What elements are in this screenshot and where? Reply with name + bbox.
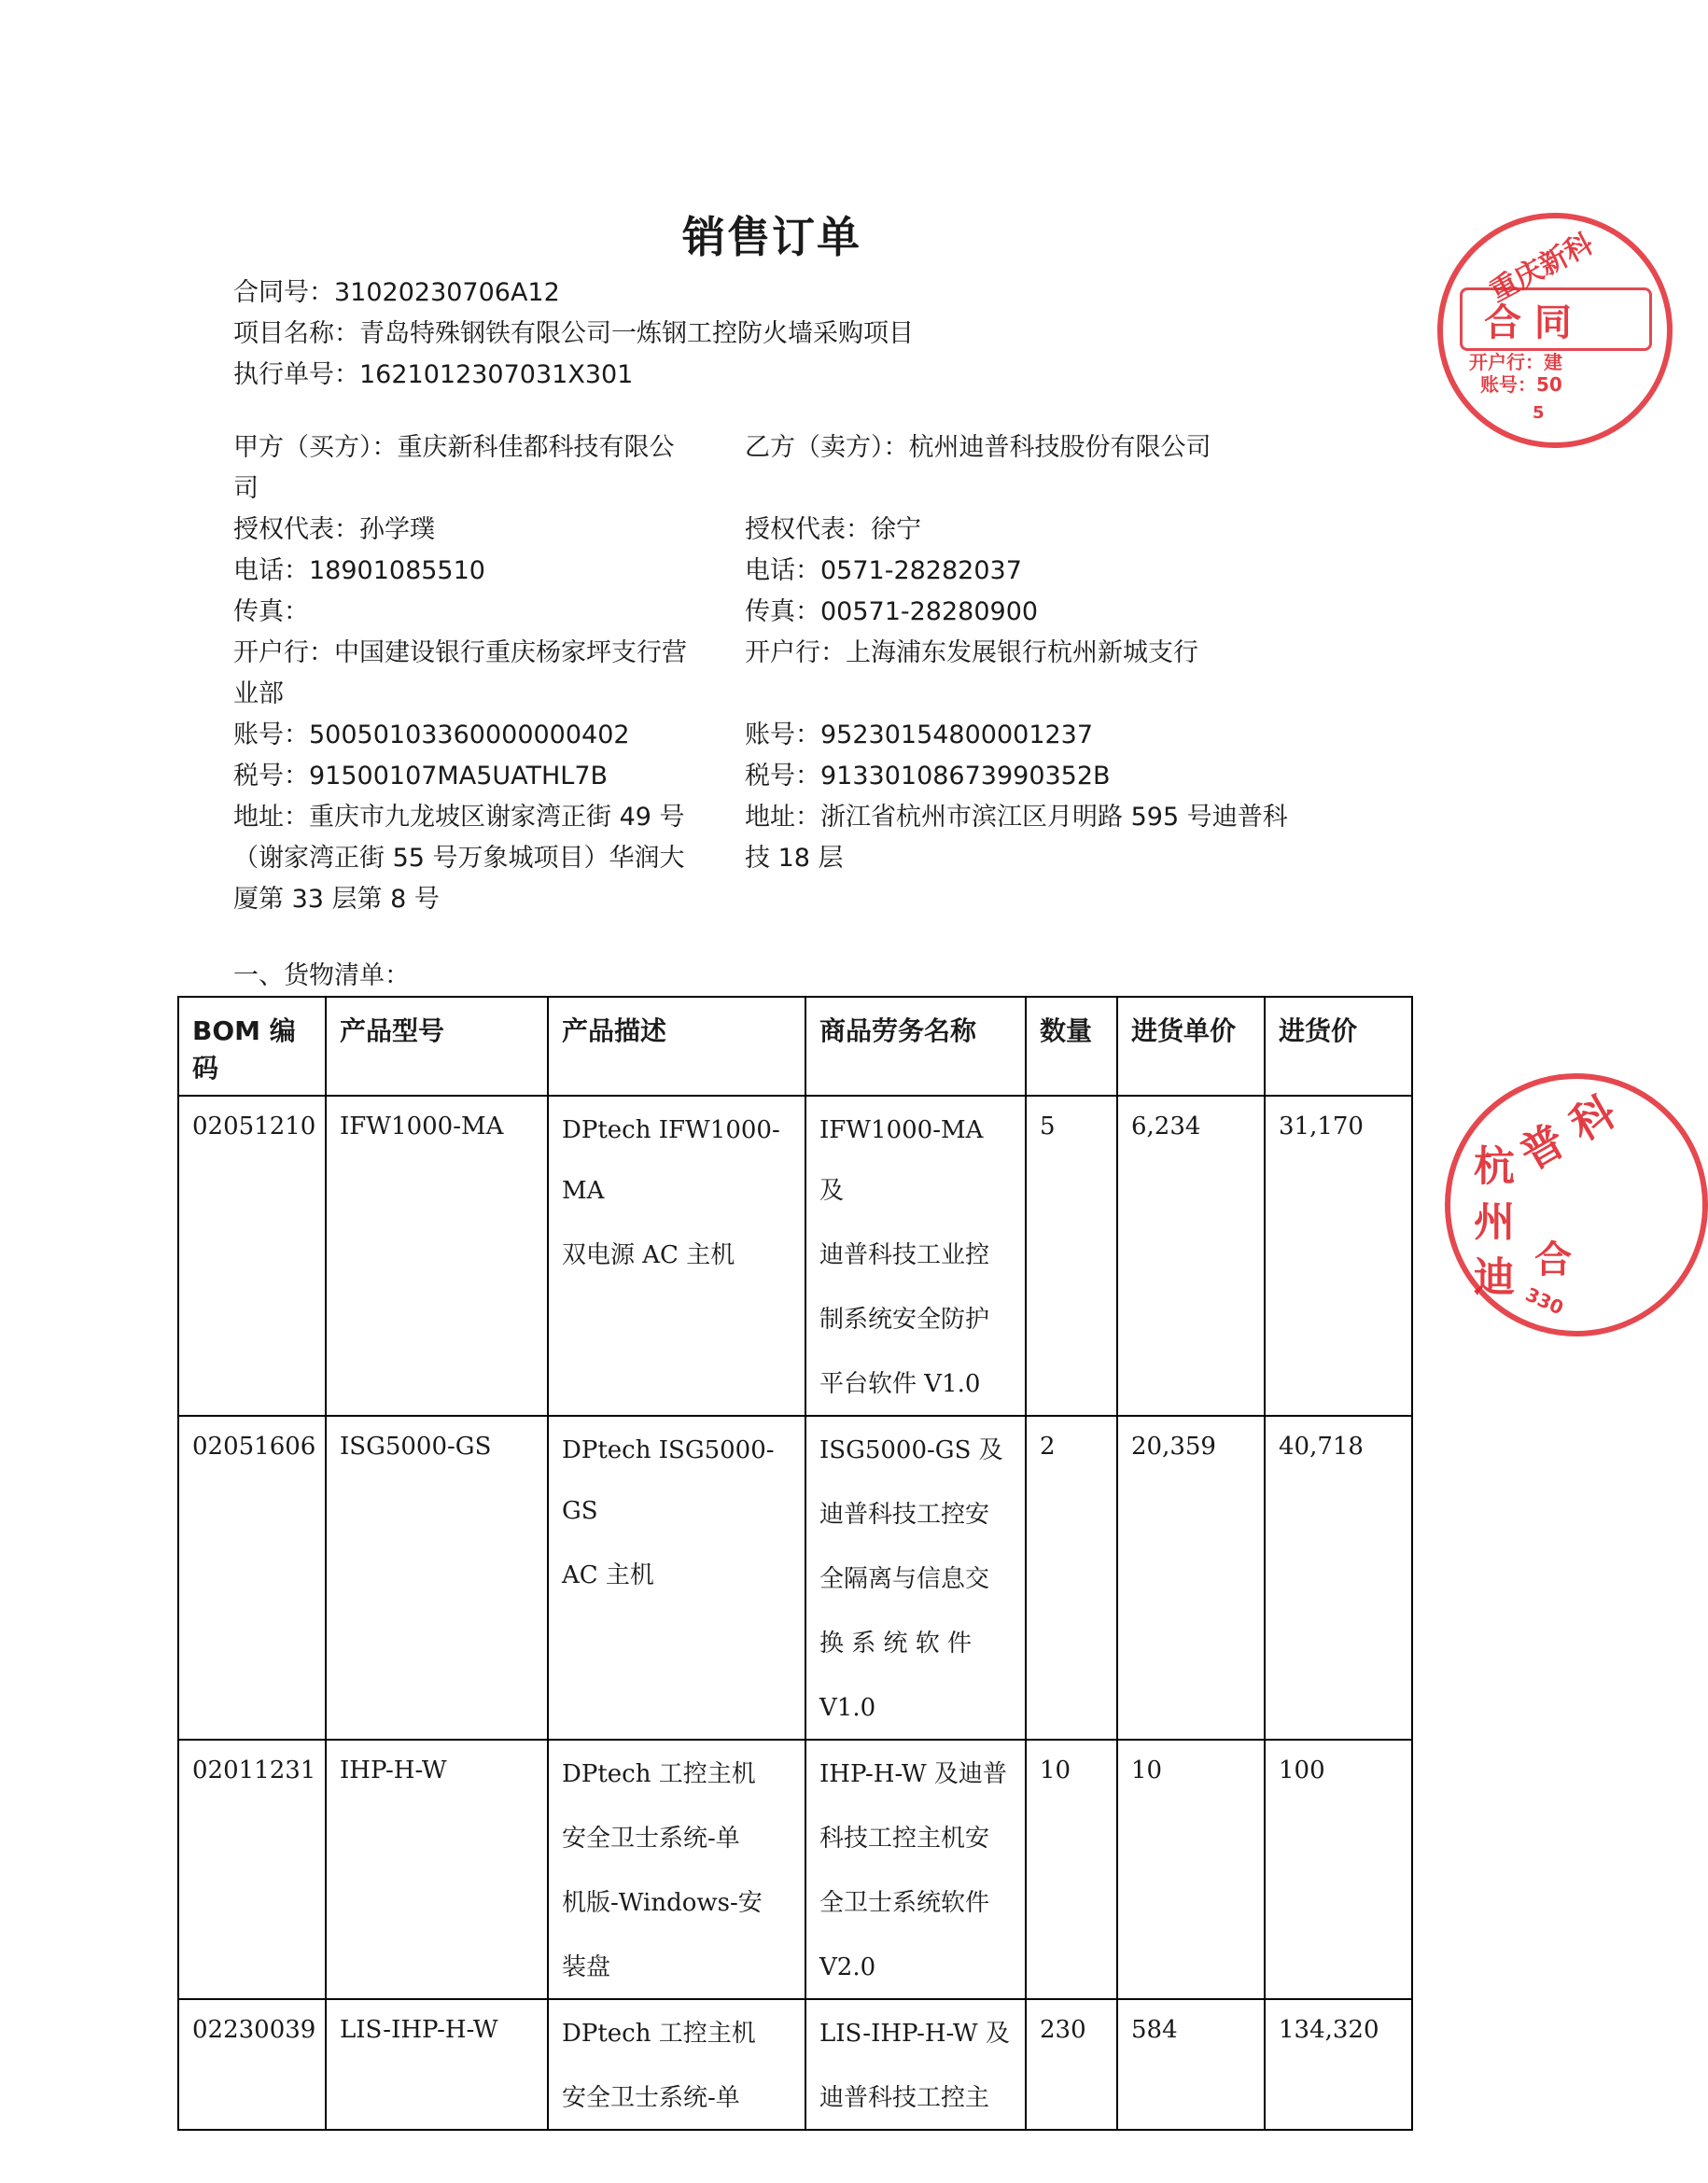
- service-name-cell: [805, 1096, 1026, 1416]
- service-line: 制系统安全防护: [819, 1306, 990, 1334]
- party-a-tax-number: 税号：91500107MA5UATHL7B: [233, 762, 609, 791]
- seal-text: 账号：50: [1480, 373, 1562, 396]
- party-a-bank-cont: 业部: [233, 679, 284, 708]
- bom-code-cell: 02051210: [178, 1096, 326, 1416]
- description-line: DPtech 工控主机: [562, 2020, 756, 2048]
- party-b-bank: 开户行：上海浦东发展银行杭州新城支行: [745, 638, 1198, 667]
- contract-number: 合同号：31020230706A12: [233, 278, 560, 307]
- column-header-model: 产品型号: [326, 997, 548, 1096]
- party-b-name: 乙方（卖方）：杭州迪普科技股份有限公司: [745, 433, 1211, 462]
- description-cell: [548, 1416, 805, 1740]
- party-a-name: 甲方（买方）：重庆新科佳都科技有限公: [233, 433, 675, 462]
- service-name-cell: [805, 1999, 1026, 2130]
- model-cell: LIS-IHP-H-W: [326, 1999, 548, 2130]
- description-line: DPtech 工控主机: [562, 1760, 756, 1788]
- service-name-cell: [805, 1740, 1026, 1999]
- party-b-tax-number: 税号：91330108673990352B: [745, 762, 1111, 791]
- party-a-account: 账号：50050103360000000402: [233, 721, 630, 749]
- table-row: [178, 1999, 1412, 2130]
- company-seal-stamp: [1437, 213, 1673, 448]
- party-b-address: 地址：浙江省杭州市滨江区月明路 595 号迪普科: [745, 803, 1288, 832]
- party-b-block: [745, 427, 1323, 879]
- service-line: 换 系 统 软 件: [819, 1630, 973, 1658]
- bom-code-cell: 02230039: [178, 1999, 326, 2130]
- column-header-description: 产品描述: [548, 997, 805, 1096]
- description-cell: [548, 1999, 805, 2130]
- table-row: [178, 1096, 1412, 1416]
- column-header-total-price: 进货价: [1265, 997, 1412, 1096]
- column-header-quantity: 数量: [1026, 997, 1117, 1096]
- description-cell: [548, 1740, 805, 1999]
- seal-text: 5: [1533, 403, 1545, 423]
- goods-table-header-row: [178, 997, 1412, 1096]
- service-line: V1.0: [819, 1694, 876, 1722]
- description-line: DPtech IFW1000-MA: [562, 1116, 780, 1205]
- seal-text: 普 科: [1511, 1085, 1624, 1180]
- column-header-service-name: 商品劳务名称: [805, 997, 1026, 1096]
- party-a-representative: 授权代表：孙学璞: [233, 515, 435, 544]
- seal-text: 重庆新科: [1484, 227, 1599, 309]
- quantity-cell: 10: [1026, 1740, 1117, 1999]
- service-line: IFW1000-MA 及: [819, 1116, 984, 1205]
- description-line: AC 主机: [562, 1561, 654, 1589]
- description-line: 安全卫士系统-单: [562, 2084, 740, 2112]
- model-cell: ISG5000-GS: [326, 1416, 548, 1740]
- quantity-cell: 2: [1026, 1416, 1117, 1740]
- document-title: 销售订单: [682, 212, 861, 262]
- party-a-address-cont: （谢家湾正街 55 号万象城项目）华润大: [233, 844, 685, 873]
- unit-price-cell: 584: [1117, 1999, 1265, 2130]
- total-price-cell: 31,170: [1265, 1096, 1412, 1416]
- total-price-cell: 40,718: [1265, 1416, 1412, 1740]
- table-row: [178, 1740, 1412, 1999]
- party-a-block: [233, 427, 728, 920]
- column-header-bom: BOM 编码: [178, 997, 326, 1096]
- party-b-fax: 传真：00571-28280900: [745, 597, 1039, 626]
- service-line: 全卫士系统软件: [819, 1889, 990, 1917]
- table-row: [178, 1416, 1412, 1740]
- project-name: 项目名称：青岛特殊钢铁有限公司一炼钢工控防火墙采购项目: [233, 319, 914, 348]
- column-header-unit-price: 进货单价: [1117, 997, 1265, 1096]
- unit-price-cell: 10: [1117, 1740, 1265, 1999]
- execution-number: 执行单号：1621012307031X301: [233, 360, 634, 389]
- seal-text: 杭 州 迪: [1466, 1144, 1514, 1296]
- party-a-fax: 传真：: [233, 597, 309, 626]
- company-seal-stamp: [1445, 1073, 1708, 1336]
- description-cell: [548, 1096, 805, 1416]
- model-cell: IFW1000-MA: [326, 1096, 548, 1416]
- party-b-account: 账号：95230154800001237: [745, 721, 1094, 749]
- party-a-phone: 电话：18901085510: [233, 556, 485, 585]
- description-line: 装盘: [562, 1953, 611, 1981]
- seal-text: 330: [1521, 1282, 1567, 1320]
- description-line: DPtech ISG5000-GS: [562, 1436, 775, 1525]
- party-a-name-cont: 司: [233, 474, 259, 503]
- party-b-phone: 电话：0571-28282037: [745, 556, 1022, 585]
- seal-text: 开户行：建: [1469, 351, 1562, 373]
- description-line: 双电源 AC 主机: [562, 1241, 735, 1269]
- service-line: 迪普科技工控安: [819, 1501, 990, 1529]
- quantity-cell: 5: [1026, 1096, 1117, 1416]
- service-name-cell: [805, 1416, 1026, 1740]
- party-b-address-cont: 技 18 层: [745, 844, 844, 873]
- unit-price-cell: 6,234: [1117, 1096, 1265, 1416]
- service-line: 迪普科技工业控: [819, 1241, 990, 1269]
- goods-table: [177, 996, 1413, 2131]
- unit-price-cell: 20,359: [1117, 1416, 1265, 1740]
- party-a-address-cont: 厦第 33 层第 8 号: [233, 885, 440, 914]
- seal-text: 合 同: [1484, 301, 1572, 344]
- service-line: V2.0: [819, 1953, 876, 1981]
- model-cell: IHP-H-W: [326, 1740, 548, 1999]
- service-line: LIS-IHP-H-W 及: [819, 2020, 1010, 2048]
- service-line: 全隔离与信息交: [819, 1565, 990, 1593]
- service-line: ISG5000-GS 及: [819, 1436, 1003, 1464]
- party-a-address: 地址：重庆市九龙坡区谢家湾正街 49 号: [233, 803, 685, 832]
- service-line: 科技工控主机安: [819, 1825, 990, 1853]
- total-price-cell: 100: [1265, 1740, 1412, 1999]
- party-b-representative: 授权代表：徐宁: [745, 515, 921, 544]
- bom-code-cell: 02051606: [178, 1416, 326, 1740]
- total-price-cell: 134,320: [1265, 1999, 1412, 2130]
- seal-text: 合: [1534, 1238, 1572, 1281]
- goods-section-title: 一、货物清单：: [233, 961, 410, 990]
- quantity-cell: 230: [1026, 1999, 1117, 2130]
- service-line: IHP-H-W 及迪普: [819, 1760, 1007, 1788]
- service-line: 迪普科技工控主: [819, 2084, 990, 2112]
- service-line: 平台软件 V1.0: [819, 1370, 981, 1398]
- description-line: 机版-Windows-安: [562, 1889, 763, 1917]
- description-line: 安全卫士系统-单: [562, 1825, 740, 1853]
- party-a-bank: 开户行：中国建设银行重庆杨家坪支行营: [233, 638, 687, 667]
- bom-code-cell: 02011231: [178, 1740, 326, 1999]
